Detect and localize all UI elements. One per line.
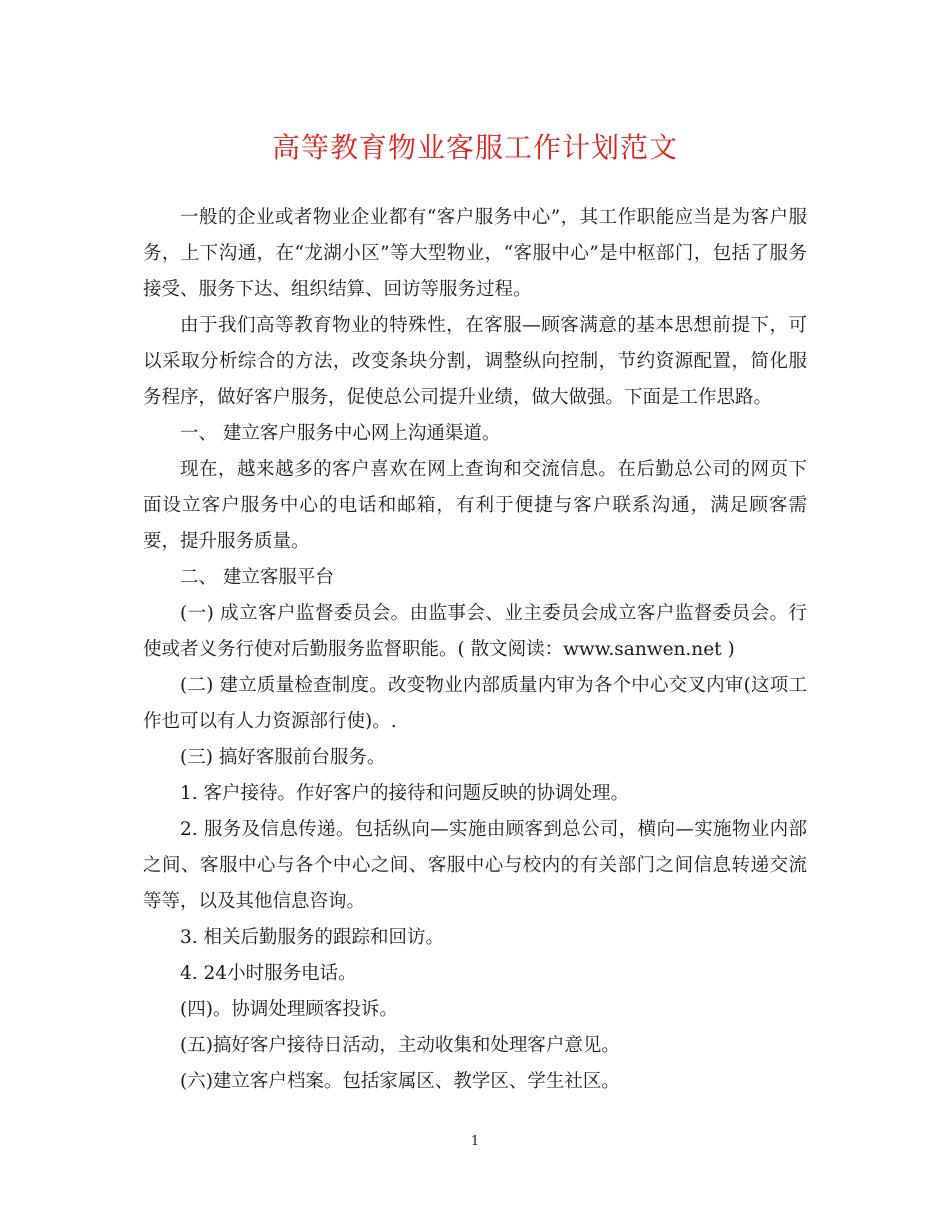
document-title: 高等教育物业客服工作计划范文 bbox=[271, 131, 678, 164]
paragraph-item-1: (一) 成立客户监督委员会。由监事会、业主委员会成立客户监督委员会。行使或者义务行使对后勤服务监督职能。( 散文阅读：www.sanwen.net ) bbox=[143, 603, 807, 660]
document-body bbox=[143, 200, 807, 1100]
list-item-followup: 3. 相关后勤服务的跟踪和回访。 bbox=[180, 927, 445, 948]
paragraph-item-3: (三) 搞好客服前台服务。 bbox=[180, 747, 386, 768]
paragraph-online-channel: 现在，越来越多的客户喜欢在网上查询和交流信息。在后勤总公司的网页下面设立客户服务中心的电话和邮箱，有利于便捷与客户联系沟通，满足顾客需要，提升服务质量。 bbox=[143, 459, 807, 552]
page-number: 1 bbox=[470, 1134, 480, 1149]
paragraph-item-2: (二) 建立质量检查制度。改变物业内部质量内审为各个中心交叉内审(这项工作也可以有人力资源部行使)。. bbox=[143, 675, 807, 732]
paragraph-item-5: (五)搞好客户接待日活动，主动收集和处理客户意见。 bbox=[180, 1035, 620, 1056]
list-item-info-transfer: 2. 服务及信息传递。包括纵向—实施由顾客到总公司，横向—实施物业内部之间、客服中心与各个中心之间、客服中心与校内的有关部门之间信息转递交流等等，以及其他信息咨询。 bbox=[143, 819, 807, 912]
section-heading-1: 一、 建立客户服务中心网上沟通渠道。 bbox=[180, 423, 501, 444]
paragraph-approach: 由于我们高等教育物业的特殊性，在客服—顾客满意的基本思想前提下，可以采取分析综合的方法，改变条块分割，调整纵向控制，节约资源配置，简化服务程序，做好客户服务，促使总公司提升业绩，做大做强。下面是工作思路。 bbox=[143, 315, 807, 408]
section-heading-2: 二、 建立客服平台 bbox=[180, 567, 334, 588]
paragraph-item-4: (四)。协调处理顾客投诉。 bbox=[180, 999, 398, 1020]
list-item-reception: 1. 客户接待。作好客户的接待和问题反映的协调处理。 bbox=[180, 783, 630, 804]
paragraph-item-6: (六)建立客户档案。包括家属区、教学区、学生社区。 bbox=[180, 1071, 620, 1092]
paragraph-intro: 一般的企业或者物业企业都有“客户服务中心”，其工作职能应当是为客户服务，上下沟通，在“龙湖小区”等大型物业，“客服中心”是中枢部门，包括了服务接受、服务下达、组织结算、回访等服务过程。 bbox=[143, 207, 807, 300]
list-item-hotline: 4. 24小时服务电话。 bbox=[180, 963, 357, 984]
